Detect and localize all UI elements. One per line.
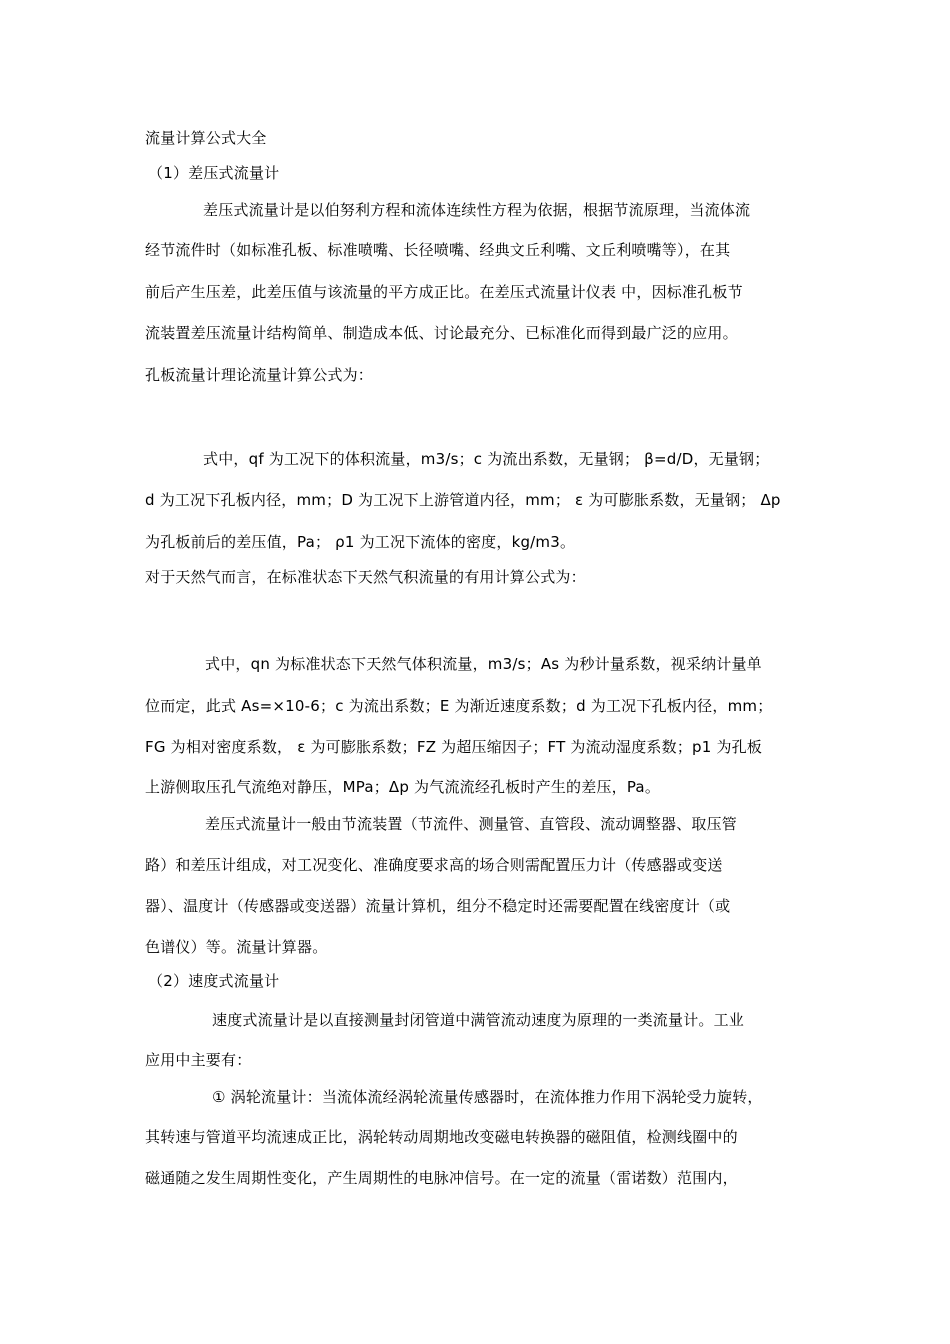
paragraph-line: 式中，qf 为工况下的体积流量，m3/s；c 为流出系数，无量钢； β=d/D，无量钢； [203, 450, 770, 468]
paragraph-line: 经节流件时（如标准孔板、标准喷嘴、长径喷嘴、经典文丘利嘴、文丘利喷嘴等），在其 [145, 241, 731, 259]
paragraph-line: 为孔板前后的差压值，Pa； ρ1 为工况下流体的密度，kg/m3。 [145, 533, 576, 551]
section-heading-velocity: （2）速度式流量计 [148, 972, 280, 990]
paragraph-line: FG 为相对密度系数， ε 为可膨胀系数；FZ 为超压缩因子；FT 为流动湿度系数；p1 为孔板 [145, 738, 763, 756]
paragraph-line: 路）和差压计组成，对工况变化、准确度要求高的场合则需配置压力计（传感器或变送 [145, 856, 723, 874]
paragraph-line: 磁通随之发生周期性变化，产生周期性的电脉冲信号。在一定的流量（雷诺数）范围内， [145, 1169, 738, 1187]
document-title: 流量计算公式大全 [145, 129, 267, 147]
paragraph-line: 其转速与管道平均流速成正比，涡轮转动周期地改变磁电转换器的磁阻值，检测线圈中的 [145, 1128, 738, 1146]
paragraph-line: 式中，qn 为标准状态下天然气体积流量，m3/s；As 为秒计量系数，视采纳计量单 [205, 655, 762, 673]
paragraph-line: 流装置差压流量计结构简单、制造成本低、讨论最充分、已标准化而得到最广泛的应用。 [145, 324, 738, 342]
section-heading-differential-pressure: （1）差压式流量计 [148, 164, 280, 182]
paragraph-line: 孔板流量计理论流量计算公式为： [145, 366, 374, 384]
paragraph-line: 速度式流量计是以直接测量封闭管道中满管流动速度为原理的一类流量计。工业 [212, 1011, 745, 1029]
paragraph-line: 对于天然气而言，在标准状态下天然气积流量的有用计算公式为： [145, 568, 586, 586]
paragraph-line: 色谱仪）等。流量计算器。 [145, 938, 328, 956]
paragraph-line: 差压式流量计一般由节流装置（节流件、测量管、直管段、流动调整器、取压管 [205, 815, 738, 833]
paragraph-line: 前后产生压差，此差压值与该流量的平方成正比。在差压式流量计仪表 中，因标准孔板节 [145, 283, 743, 301]
paragraph-line: 位而定，此式 As=×10-6；c 为流出系数；E 为渐近速度系数；d 为工况下孔板内径，mm； [145, 697, 773, 715]
paragraph-line: ① 涡轮流量计：当流体流经涡轮流量传感器时，在流体推力作用下涡轮受力旋转， [212, 1088, 763, 1106]
paragraph-line: d 为工况下孔板内径，mm；D 为工况下上游管道内径，mm； ε 为可膨胀系数，无量钢； Δp [145, 491, 781, 509]
paragraph-line: 器）、温度计（传感器或变送器）流量计算机，组分不稳定时还需要配置在线密度计（或 [145, 897, 731, 915]
paragraph-line: 差压式流量计是以伯努利方程和流体连续性方程为依据，根据节流原理，当流体流 [203, 201, 751, 219]
paragraph-line: 上游侧取压孔气流绝对静压，MPa；Δp 为气流流经孔板时产生的差压，Pa。 [145, 778, 661, 796]
paragraph-line: 应用中主要有： [145, 1051, 252, 1069]
